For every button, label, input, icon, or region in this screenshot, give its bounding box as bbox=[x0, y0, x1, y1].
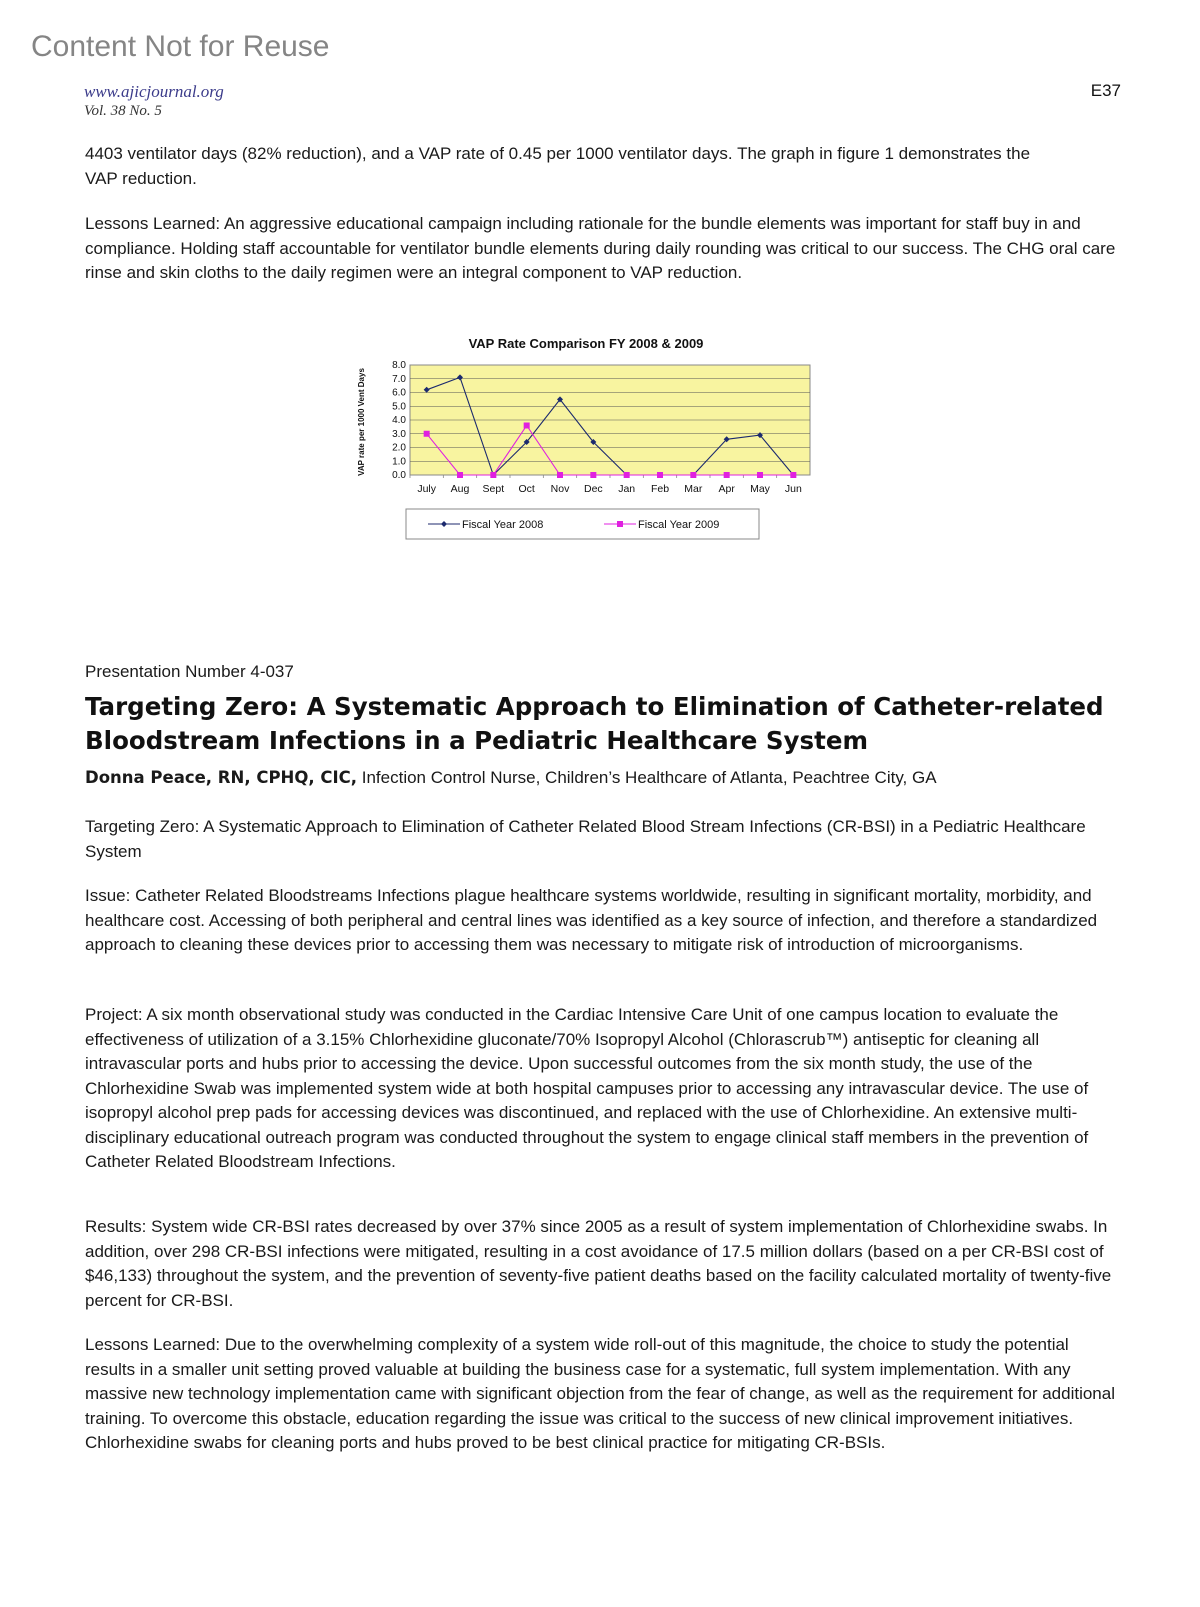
author-line bbox=[85, 768, 937, 788]
continued-paragraph: 4403 ventilator days (82% reduction), and a VAP rate of 0.45 per 1000 ventilator days. The graph in figure 1 demonstrates the VAP reduction. bbox=[85, 144, 1031, 188]
journal-volume: Vol. 38 No. 5 bbox=[84, 103, 162, 119]
x-tick-label: Nov bbox=[550, 483, 570, 495]
data-point bbox=[624, 472, 630, 478]
legend-label-2008: Fiscal Year 2008 bbox=[462, 519, 544, 531]
x-tick-labels bbox=[410, 475, 802, 495]
lessons-learned-paragraph: Lessons Learned: Due to the overwhelming complexity of a system wide roll-out of this magnitude, the choice to study the potential results in a smaller unit setting proved valuable at building the business case for a systematic, full system implementation. With any massive new technology implementation came with significant objection from the fear of change, as well as the requirement for additional training. To overcome this obstacle, education regarding the issue was critical to the success of new clinical improvement initiatives. Chlorhexidine swabs for cleaning ports and hubs proved to be best clinical practice for mitigating CR-BSIs. bbox=[85, 1335, 1115, 1452]
x-tick-label: Feb bbox=[650, 483, 670, 495]
data-point bbox=[657, 472, 663, 478]
data-point bbox=[724, 472, 730, 478]
y-tick-label: 7.0 bbox=[392, 373, 406, 385]
results-paragraph: Results: System wide CR-BSI rates decreased by over 37% since 2005 as a result of system implementation of Chlorhexidine swabs. In addition, over 298 CR-BSI infections were mitigated, resulting in a cost avoidance of 17.5 million dollars (based on a per CR-BSI cost of $46,133) throughout the system, and the prevention of seventy-five patient deaths based on the facility calculated mortality of twenty-five percent for CR-BSI. bbox=[85, 1217, 1112, 1310]
watermark: Content Not for Reuse bbox=[31, 30, 330, 63]
data-point bbox=[424, 431, 430, 437]
page-number: E37 bbox=[1090, 81, 1121, 100]
x-tick-label: Jan bbox=[618, 483, 636, 495]
chart-title: VAP Rate Comparison FY 2008 & 2009 bbox=[468, 338, 704, 351]
data-point bbox=[524, 423, 530, 429]
x-tick-label: Dec bbox=[583, 483, 603, 495]
x-tick-label: Mar bbox=[684, 483, 703, 495]
author-affiliation: Infection Control Nurse, Children’s Healthcare of Atlanta, Peachtree City, GA bbox=[357, 768, 937, 787]
data-point bbox=[457, 472, 463, 478]
y-tick-label: 1.0 bbox=[392, 456, 406, 468]
legend-label-2009: Fiscal Year 2009 bbox=[638, 519, 720, 531]
y-tick-label: 4.0 bbox=[392, 415, 406, 426]
data-point bbox=[757, 472, 763, 478]
data-point bbox=[790, 472, 796, 478]
y-tick-label: 0.0 bbox=[392, 470, 406, 481]
y-axis-label: VAP rate per 1000 Vent Days bbox=[357, 368, 366, 476]
x-tick-label: May bbox=[750, 483, 770, 495]
x-tick-label: Apr bbox=[718, 483, 735, 495]
y-tick-label: 2.0 bbox=[392, 442, 406, 454]
journal-url: www.ajicjournal.org bbox=[84, 82, 224, 101]
y-tick-label: 3.0 bbox=[392, 428, 406, 440]
author-name: Donna Peace, RN, CPHQ, CIC, bbox=[85, 768, 358, 787]
data-point bbox=[690, 472, 696, 478]
legend bbox=[406, 509, 759, 539]
x-tick-label: Oct bbox=[518, 483, 535, 495]
presentation-number: Presentation Number 4-037 bbox=[85, 662, 294, 681]
y-tick-label: 5.0 bbox=[392, 401, 406, 413]
article-title: Targeting Zero: A Systematic Approach to Elimination of Catheter-related Bloodstream Infections in a Pediatric Healthcare System bbox=[85, 692, 1104, 755]
x-tick-label: July bbox=[417, 483, 437, 495]
x-tick-label: Aug bbox=[450, 483, 470, 495]
vap-rate-chart bbox=[340, 338, 820, 558]
y-tick-labels bbox=[392, 360, 406, 481]
data-point bbox=[590, 472, 596, 478]
data-point bbox=[490, 472, 496, 478]
y-tick-label: 8.0 bbox=[392, 360, 406, 371]
x-tick-label: Sept bbox=[482, 483, 505, 495]
x-tick-label: Jun bbox=[784, 483, 802, 495]
project-paragraph: Project: A six month observational study was conducted in the Cardiac Intensive Care Unit of one campus location to evaluate the effectiveness of utilization of a 3.15% Chlorhexidine gluconate/70% Isopropyl Alcohol (Chlorascrub™) antiseptic for cleaning all intravascular ports and hubs prior to accessing the device. Upon successful outcomes from the six month study, the use of the Chlorhexidine Swab was implemented system wide at both hospital campuses prior to accessing any intravascular device. The use of isopropyl alcohol prep pads for accessing devices was discontinued, and replaced with the use of Chlorhexidine. An extensive multi-disciplinary educational outreach program was conducted throughout the system to engage clinical staff members in the prevention of Catheter Related Bloodstream Infections. bbox=[85, 1005, 1089, 1171]
legend-marker-2009 bbox=[617, 521, 623, 527]
y-tick-label: 6.0 bbox=[392, 387, 406, 399]
article-subtitle: Targeting Zero: A Systematic Approach to Elimination of Catheter Related Blood Stream Infections (CR-BSI) in a Pediatric Healthcare System bbox=[85, 817, 1086, 861]
data-point bbox=[557, 472, 563, 478]
issue-paragraph: Issue: Catheter Related Bloodstreams Infections plague healthcare systems worldwide, resulting in significant mortality, morbidity, and healthcare cost. Accessing of both peripheral and central lines was identified as a key source of infection, and therefore a standardized approach to cleaning these devices prior to accessing them was necessary to mitigate risk of introduction of microorganisms. bbox=[85, 886, 1098, 954]
prev-lessons-learned: Lessons Learned: An aggressive educational campaign including rationale for the bundle elements was important for staff buy in and compliance. Holding staff accountable for ventilator bundle elements during daily rounding was critical to our success. The CHG oral care rinse and skin cloths to the daily regimen were an integral component to VAP reduction. bbox=[85, 214, 1116, 282]
